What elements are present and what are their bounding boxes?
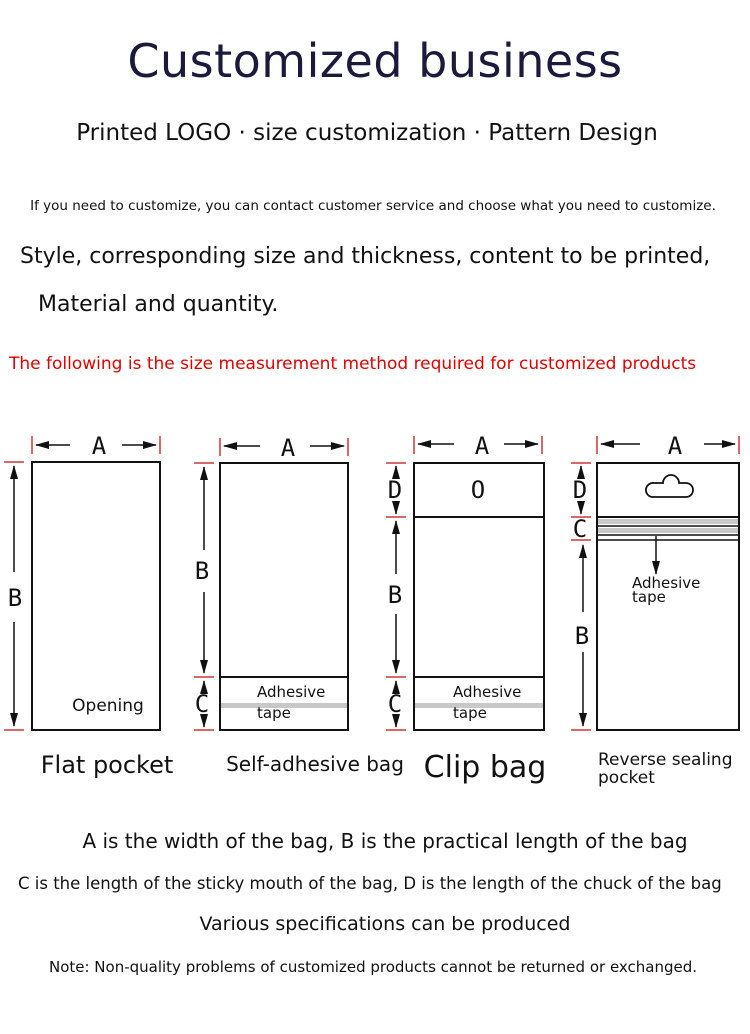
self-adhesive-bag-diagram xyxy=(194,434,404,776)
svg-text:C: C xyxy=(572,515,588,543)
svg-text:pocket: pocket xyxy=(598,768,655,788)
svg-text:B: B xyxy=(574,622,590,650)
svg-text:tape: tape xyxy=(453,704,487,722)
svg-text:B: B xyxy=(194,557,210,585)
dim-a-label: A xyxy=(91,432,107,460)
svg-text:A: A xyxy=(667,432,683,460)
subtitle: Printed LOGO · size customization · Pattern Design xyxy=(76,120,658,146)
svg-text:Adhesive: Adhesive xyxy=(257,683,326,701)
explain-c-d: C is the length of the sticky mouth of the bag, D is the length of the chuck of the bag xyxy=(18,874,722,893)
custom-options-line-1: Style, corresponding size and thickness, content to be printed, xyxy=(20,244,711,269)
page-title: Customized business xyxy=(127,34,623,88)
intro-text: If you need to customize, you can contact customer service and choose what you need to customize. xyxy=(30,198,716,214)
svg-text:C: C xyxy=(194,690,210,718)
flat-pocket-diagram xyxy=(4,432,173,779)
svg-text:tape: tape xyxy=(632,588,666,606)
dim-b-label: B xyxy=(7,584,23,612)
svg-text:Adhesive: Adhesive xyxy=(453,683,522,701)
clip-bag-diagram xyxy=(386,432,546,785)
reverse-sealing-pocket-name: Reverse sealing xyxy=(598,750,733,770)
custom-options-line-2: Material and quantity. xyxy=(38,292,279,317)
svg-text:C: C xyxy=(387,690,403,718)
svg-text:A: A xyxy=(474,432,490,460)
svg-text:D: D xyxy=(572,476,588,504)
clip-bag-name: Clip bag xyxy=(423,750,547,785)
measurement-notice: The following is the size measurement method required for customized products xyxy=(9,354,697,374)
opening-label: Opening xyxy=(72,696,144,716)
flat-pocket-name: Flat pocket xyxy=(40,751,174,779)
self-adhesive-bag-name: Self-adhesive bag xyxy=(226,752,404,776)
specifications-note: Various specifications can be produced xyxy=(199,913,571,935)
return-policy-note: Note: Non-quality problems of customized products cannot be returned or exchanged. xyxy=(48,958,698,976)
explain-a-b: A is the width of the bag, B is the practical length of the bag xyxy=(82,829,688,853)
svg-text:tape: tape xyxy=(257,704,291,722)
hanging-hole: O xyxy=(470,476,486,504)
svg-text:A: A xyxy=(280,434,296,462)
svg-text:D: D xyxy=(387,476,403,504)
svg-text:B: B xyxy=(387,581,403,609)
reverse-sealing-pocket-diagram xyxy=(571,432,739,788)
svg-text:Adhesive: Adhesive xyxy=(632,574,701,592)
bag-size-diagram xyxy=(0,420,750,800)
